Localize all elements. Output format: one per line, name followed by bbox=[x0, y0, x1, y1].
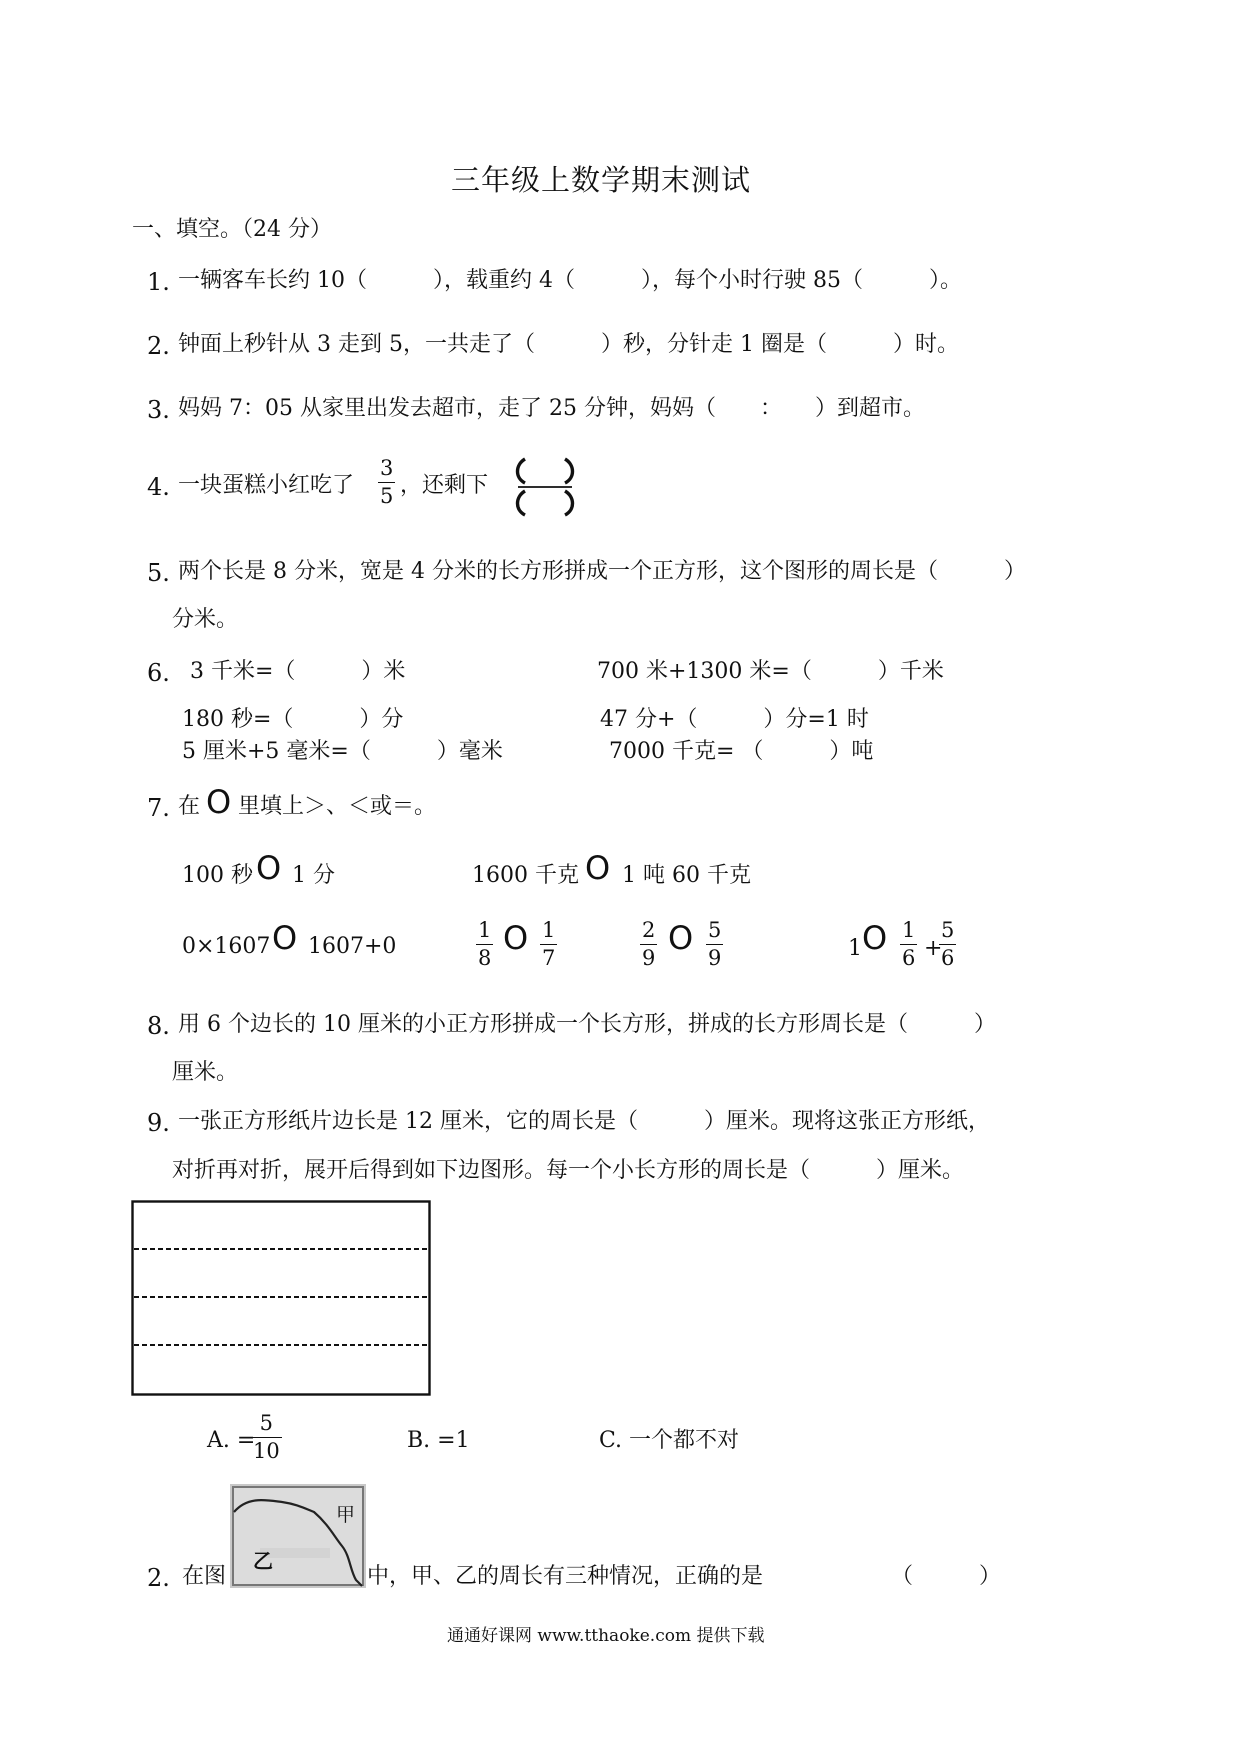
answer-paren: （ ） bbox=[891, 1564, 1002, 1589]
compare-circle: O bbox=[668, 919, 694, 957]
fraction-bar bbox=[251, 1437, 282, 1438]
fraction-denominator: 9 bbox=[708, 946, 722, 970]
fraction bbox=[540, 920, 557, 969]
fraction-denominator: 8 bbox=[478, 946, 492, 970]
compare-left: 100 秒 bbox=[182, 863, 253, 888]
fraction-bar bbox=[939, 944, 956, 945]
compare-circle: O bbox=[585, 849, 611, 887]
fraction-numerator: 1 bbox=[478, 918, 492, 942]
section-heading: 一、填空。（24 分） bbox=[132, 217, 332, 242]
blank-fraction bbox=[512, 456, 578, 518]
compare-circle: O bbox=[862, 919, 888, 957]
question-text: 一辆客车长约 10（ ），载重约 4（ ），每个小时行驶 85（ ）。 bbox=[178, 268, 962, 293]
fraction-denominator: 5 bbox=[380, 484, 394, 508]
fraction-bar bbox=[640, 944, 657, 945]
question-text: 用 6 个边长的 10 厘米的小正方形拼成一个长方形，拼成的长方形周长是（ ） bbox=[178, 1012, 996, 1037]
page-title: 三年级上数学期末测试 bbox=[451, 163, 752, 197]
fraction-numerator: 1 bbox=[902, 918, 916, 942]
region-label-yi: 乙 bbox=[253, 1549, 273, 1573]
question-text: 两个长是 8 分米，宽是 4 分米的长方形拼成一个正方形，这个图形的周长是（ ） bbox=[178, 559, 1026, 584]
fraction bbox=[706, 920, 723, 969]
fraction-numerator: 1 bbox=[542, 918, 556, 942]
conversion-item: 3 千米=（ ）米 bbox=[190, 659, 406, 684]
fraction-denominator: 6 bbox=[902, 946, 916, 970]
question-text: ，还剩下 bbox=[400, 473, 489, 498]
fraction bbox=[378, 458, 395, 507]
option-a: A. = bbox=[207, 1428, 256, 1453]
compare-circle: O bbox=[272, 919, 298, 957]
fraction-denominator: 9 bbox=[642, 946, 656, 970]
question-text: 一张正方形纸片边长是 12 厘米，它的周长是（ ）厘米。现将这张正方形纸， bbox=[178, 1109, 990, 1134]
fraction-numerator: 5 bbox=[941, 918, 955, 942]
compare-circle: O bbox=[503, 919, 529, 957]
option-c: C. 一个都不对 bbox=[599, 1428, 740, 1453]
question-number: 3. bbox=[147, 396, 170, 424]
question-number: 2. bbox=[147, 332, 170, 360]
fraction bbox=[640, 920, 657, 969]
compare-right: 1 吨 60 千克 bbox=[622, 863, 751, 888]
fraction-bar bbox=[476, 944, 493, 945]
question-text: 对折再对折，展开后得到如下边图形。每一个小长方形的周长是（ ）厘米。 bbox=[172, 1158, 965, 1183]
region-photo-figure bbox=[230, 1484, 366, 1588]
compare-right: 1607+0 bbox=[308, 934, 397, 959]
fraction-numerator: 2 bbox=[642, 918, 656, 942]
question-text: 厘米。 bbox=[172, 1060, 239, 1085]
question-text: 中，甲、乙的周长有三种情况，正确的是 bbox=[367, 1564, 764, 1589]
region-photo bbox=[230, 1484, 366, 1588]
compare-left: 1600 千克 bbox=[472, 863, 579, 888]
question-text: 里填上＞、＜或＝。 bbox=[238, 794, 437, 819]
compare-right: 1 分 bbox=[292, 863, 335, 888]
conversion-item: 5 厘米+5 毫米=（ ）毫米 bbox=[182, 739, 503, 764]
compare-left: 1 bbox=[848, 936, 862, 961]
question-number: 4. bbox=[147, 473, 170, 501]
compare-left: 0×1607 bbox=[182, 934, 271, 959]
conversion-item: 7000 千克= （ ）吨 bbox=[609, 739, 874, 764]
question-text: 一块蛋糕小红吃了 bbox=[178, 473, 355, 498]
conversion-item: 47 分+（ ）分=1 时 bbox=[600, 707, 869, 732]
fraction-bar bbox=[706, 944, 723, 945]
fraction-numerator: 5 bbox=[708, 918, 722, 942]
question-text: 分米。 bbox=[172, 607, 239, 632]
fraction-denominator: 10 bbox=[253, 1439, 280, 1463]
page-footer: 通通好课网 www.tthaoke.com 提供下载 bbox=[447, 1626, 765, 1646]
blank-fraction-parens bbox=[512, 456, 578, 518]
option-b: B. =1 bbox=[407, 1428, 470, 1453]
compare-circle: O bbox=[256, 849, 282, 887]
region-label-jia: 甲 bbox=[336, 1504, 356, 1526]
fraction-numerator: 5 bbox=[259, 1411, 274, 1435]
compare-circle: O bbox=[206, 783, 232, 821]
fraction-bar bbox=[900, 944, 917, 945]
fraction bbox=[251, 1413, 282, 1462]
question-number: 8. bbox=[147, 1012, 170, 1040]
fraction-denominator: 6 bbox=[941, 946, 955, 970]
fraction bbox=[939, 920, 956, 969]
conversion-item: 700 米+1300 米=（ ）千米 bbox=[597, 659, 944, 684]
fraction-bar bbox=[540, 944, 557, 945]
conversion-item: 180 秒=（ ）分 bbox=[182, 707, 404, 732]
folded-paper-diagram bbox=[131, 1200, 431, 1396]
fraction-numerator: 3 bbox=[380, 456, 394, 480]
question-text: 妈妈 7：05 从家里出发去超市，走了 25 分钟，妈妈（ ： ）到超市。 bbox=[178, 396, 925, 421]
fraction bbox=[476, 920, 493, 969]
question-number: 1. bbox=[147, 268, 170, 296]
folded-paper-figure bbox=[131, 1200, 431, 1396]
fraction-bar bbox=[378, 482, 395, 483]
question-text: 在图 bbox=[182, 1564, 227, 1589]
question-number: 9. bbox=[147, 1109, 170, 1137]
question-text: 钟面上秒针从 3 走到 5，一共走了（ ）秒，分针走 1 圈是（ ）时。 bbox=[178, 332, 959, 357]
question-number: 2. bbox=[147, 1564, 170, 1592]
question-text: 在 bbox=[178, 794, 201, 819]
question-number: 5. bbox=[147, 559, 170, 587]
fraction bbox=[900, 920, 917, 969]
question-number: 6. bbox=[147, 659, 170, 687]
question-number: 7. bbox=[147, 794, 170, 822]
fraction-denominator: 7 bbox=[542, 946, 556, 970]
plus-sign: + bbox=[924, 936, 943, 961]
